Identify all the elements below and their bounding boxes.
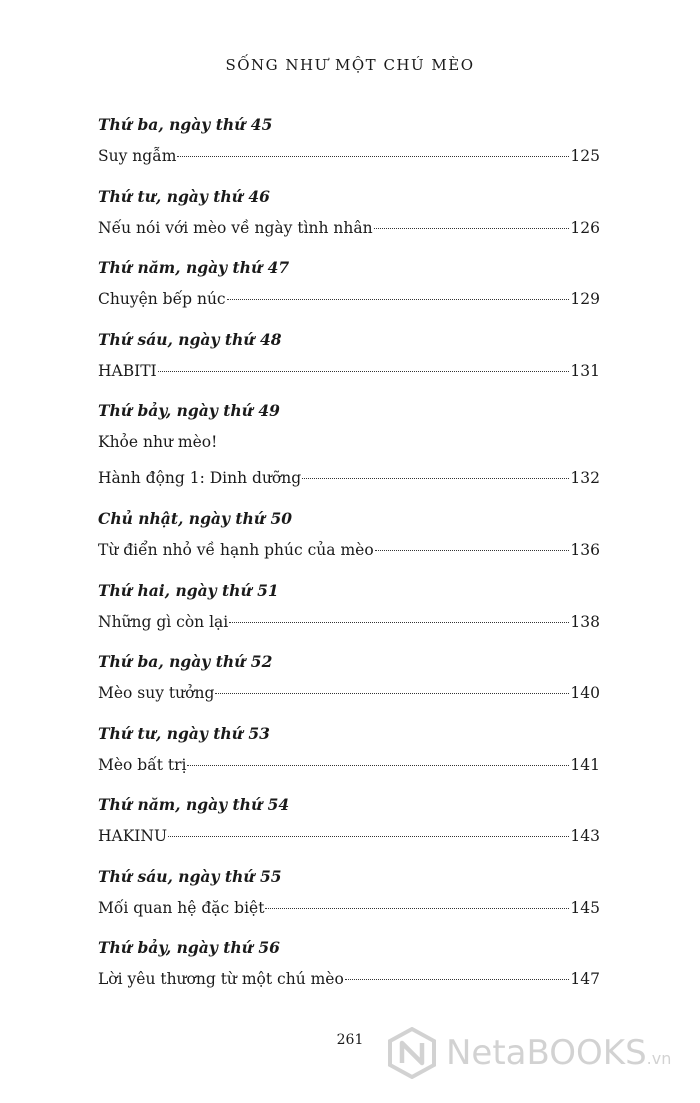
table-of-contents <box>98 112 600 1007</box>
dot-leader <box>374 227 570 229</box>
toc-entry-page: 141 <box>570 755 600 774</box>
toc-entry-page: 140 <box>570 684 600 702</box>
toc-section <box>98 184 600 256</box>
toc-entry-title: Mèo suy tưởng <box>98 684 215 702</box>
toc-entry-title: Hành động 1: Dinh dưỡng <box>98 469 302 487</box>
dot-leader <box>227 298 570 300</box>
toc-entry-title: HABITI <box>98 361 157 380</box>
toc-entry <box>98 210 600 246</box>
toc-entry <box>98 675 600 711</box>
toc-entry-title: Nếu nói với mèo về ngày tình nhân <box>98 218 373 237</box>
toc-entry-title: Chuyện bếp núc <box>98 290 226 308</box>
toc-day-heading: Chủ nhật, ngày thứ 50 <box>98 509 293 528</box>
toc-section <box>98 112 600 184</box>
toc-entry <box>98 890 600 926</box>
toc-entry-title: Từ điển nhỏ về hạnh phúc của mèo <box>98 541 374 559</box>
toc-entry-title: Suy ngẫm <box>98 147 177 165</box>
dot-leader <box>215 692 569 694</box>
toc-entry-title: HAKINU <box>98 827 168 845</box>
watermark-text <box>446 1033 671 1073</box>
toc-entry <box>98 604 600 640</box>
dot-leader <box>345 978 570 980</box>
toc-entry-page: 129 <box>570 290 600 308</box>
watermark-suffix: .vn <box>646 1049 672 1068</box>
toc-entry-title: Khỏe như mèo! <box>98 433 218 451</box>
toc-day-heading: Thứ tư, ngày thứ 46 <box>98 186 270 206</box>
toc-day-heading: Thứ ba, ngày thứ 52 <box>98 652 273 671</box>
toc-entry <box>98 138 600 174</box>
toc-day-heading: Thứ năm, ngày thứ 47 <box>98 258 290 277</box>
toc-section <box>98 864 600 936</box>
toc-day-heading: Thứ bảy, ngày thứ 49 <box>98 401 280 420</box>
toc-entry-title: Mối quan hệ đặc biệt <box>98 898 265 917</box>
toc-entry <box>98 747 600 783</box>
toc-entry-page: 131 <box>570 361 600 380</box>
toc-section <box>98 398 600 506</box>
dot-leader <box>375 549 570 551</box>
dot-leader <box>177 155 569 157</box>
toc-entry-page: 125 <box>570 147 600 165</box>
toc-entry-page: 147 <box>570 970 600 988</box>
toc-day-heading: Thứ năm, ngày thứ 54 <box>98 795 290 814</box>
toc-entry-page: 145 <box>570 898 600 917</box>
toc-section <box>98 255 600 327</box>
toc-day-heading: Thứ sáu, ngày thứ 55 <box>98 866 282 886</box>
watermark-brand: NetaBOOKS <box>446 1033 647 1073</box>
netabooks-logo-icon <box>386 1027 438 1079</box>
toc-entry <box>98 460 600 496</box>
toc-section <box>98 721 600 793</box>
toc-entry-page: 143 <box>570 827 600 845</box>
toc-entry-page: 132 <box>570 469 600 487</box>
dot-leader <box>187 764 569 766</box>
running-head: SỐNG NHƯ MỘT CHÚ MÈO <box>225 56 475 74</box>
toc-entry-page: 136 <box>570 541 600 559</box>
toc-day-heading: Thứ tư, ngày thứ 53 <box>98 723 270 743</box>
toc-entry-title: Mèo bất trị <box>98 755 187 774</box>
toc-section <box>98 327 600 399</box>
toc-entry <box>98 353 600 389</box>
dot-leader <box>265 907 569 909</box>
toc-entry <box>98 818 600 854</box>
toc-section <box>98 649 600 721</box>
toc-section <box>98 578 600 650</box>
page-number: 261 <box>336 1032 364 1048</box>
toc-entry <box>98 281 600 317</box>
dot-leader <box>158 370 570 372</box>
watermark <box>386 1018 696 1088</box>
toc-entry <box>98 424 600 460</box>
toc-entry <box>98 961 600 997</box>
dot-leader <box>302 477 569 479</box>
toc-entry-title: Lời yêu thương từ một chú mèo <box>98 970 344 988</box>
toc-day-heading: Thứ hai, ngày thứ 51 <box>98 580 279 600</box>
dot-leader <box>168 835 569 837</box>
toc-section <box>98 935 600 1007</box>
dot-leader <box>229 621 569 623</box>
toc-day-heading: Thứ sáu, ngày thứ 48 <box>98 329 282 349</box>
toc-section <box>98 506 600 578</box>
toc-section <box>98 792 600 864</box>
toc-entry-page: 138 <box>570 612 600 631</box>
toc-day-heading: Thứ bảy, ngày thứ 56 <box>98 938 280 957</box>
toc-day-heading: Thứ ba, ngày thứ 45 <box>98 115 273 134</box>
toc-entry-page: 126 <box>570 218 600 237</box>
toc-entry-title: Những gì còn lại <box>98 612 229 631</box>
toc-entry <box>98 532 600 568</box>
